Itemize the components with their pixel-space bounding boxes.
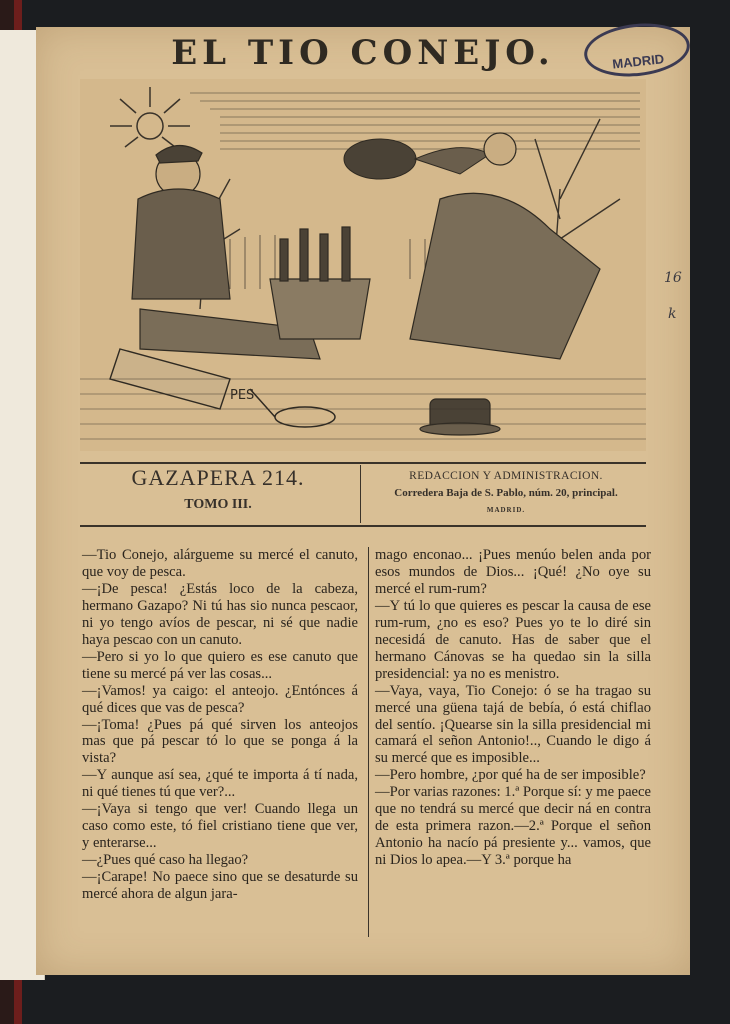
- handwritten-page-number: 16: [664, 270, 682, 286]
- office-address: Corredera Baja de S. Pablo, núm. 20, principal.: [394, 487, 618, 499]
- library-stamp: MADRID: [582, 19, 693, 82]
- paragraph: —¡Carape! No paece sino que se desaturde su mercé ahora de algun jara-: [82, 869, 358, 903]
- header-rule-top: [80, 462, 646, 464]
- header-divider: [360, 465, 361, 523]
- handwritten-mark: k: [668, 306, 677, 322]
- paragraph: —¡Vamos! ya caigo: el anteojo. ¿Entónces á qué dices que vas de pesca?: [82, 682, 358, 716]
- text-column-right: [375, 547, 651, 869]
- sign-text: PES: [230, 388, 255, 403]
- office-city: MADRID.: [486, 506, 526, 514]
- paragraph: mago enconao... ¡Pues menúo belen anda por esos mundos de Dios... ¡Qué! ¿No oye su mercé el rum-rum?: [375, 547, 651, 597]
- issue-number: GAZAPERA 214.: [131, 465, 305, 490]
- newspaper-page: [36, 27, 690, 975]
- paragraph: —Tio Conejo, alárgueme su mercé el canuto, que voy de pesca.: [82, 547, 358, 580]
- engraving-illustration: [80, 79, 646, 451]
- paragraph: —Pero hombre, ¿por qué ha de ser imposible?: [375, 767, 646, 784]
- paragraph: —Pero si yo lo que quiero es ese canuto que tiene su mercé pá ver las cosas...: [82, 648, 358, 682]
- volume-label: TOMO III.: [184, 497, 252, 512]
- hat-on-ground: [420, 399, 500, 435]
- paragraph: —Y aunque así sea, ¿qué te importa á tí nada, ni qué tienes tú que ver?...: [82, 767, 358, 801]
- column-divider: [368, 547, 369, 937]
- masthead-title: EL TIO CONEJO.: [171, 33, 555, 73]
- paragraph: —Por varias razones: 1.ª Porque sí: y me paece que no tendrá su mercé que decir ná en contra de esta primera razon.—2.ª Porque el señon Antonio ha nacío pá presiente y... vamos, que ni Dios lo apea.—Y 3.ª porque ha: [375, 784, 651, 869]
- header-rule-bottom: [80, 525, 646, 527]
- paragraph: —Vaya, vaya, Tio Conejo: ó se ha tragao su mercé una güena tajá de bebía, ó está chiflao del sentío. ¡Quearse sin la silla presidencial mi camará el señon Antonio!.., Cuando le digo á su mercé que es imposible...: [375, 682, 651, 767]
- paragraph: —¡Vaya si tengo que ver! Cuando llega un caso como este, tó fiel cristiano tiene que ver, y enterarse...: [82, 801, 358, 852]
- office-label: REDACCION Y ADMINISTRACION.: [409, 470, 603, 482]
- paragraph: —¡De pesca! ¿Estás loco de la cabeza, hermano Gazapo? Ni tú has sio nunca pescaor, ni yo tengo avíos de pescar, ni sé que nadie haya pescao con un canuto.: [82, 580, 358, 648]
- text-column-left: [82, 547, 358, 903]
- paragraph: —¿Pues qué caso ha llegao?: [82, 852, 249, 869]
- paragraph: —Y tú lo que quieres es pescar la causa de ese rum-rum, ¿no es eso? Pues yo te lo diré sin necesidá de canuto. Has de saber que el hermano Cánovas se ha quedao sin la silla presidencial: ya no es menistro.: [375, 597, 651, 682]
- paragraph: —¡Toma! ¿Pues pá qué sirven los anteojos mas que pá pescar tó lo que se ponga á la vista?: [82, 716, 358, 767]
